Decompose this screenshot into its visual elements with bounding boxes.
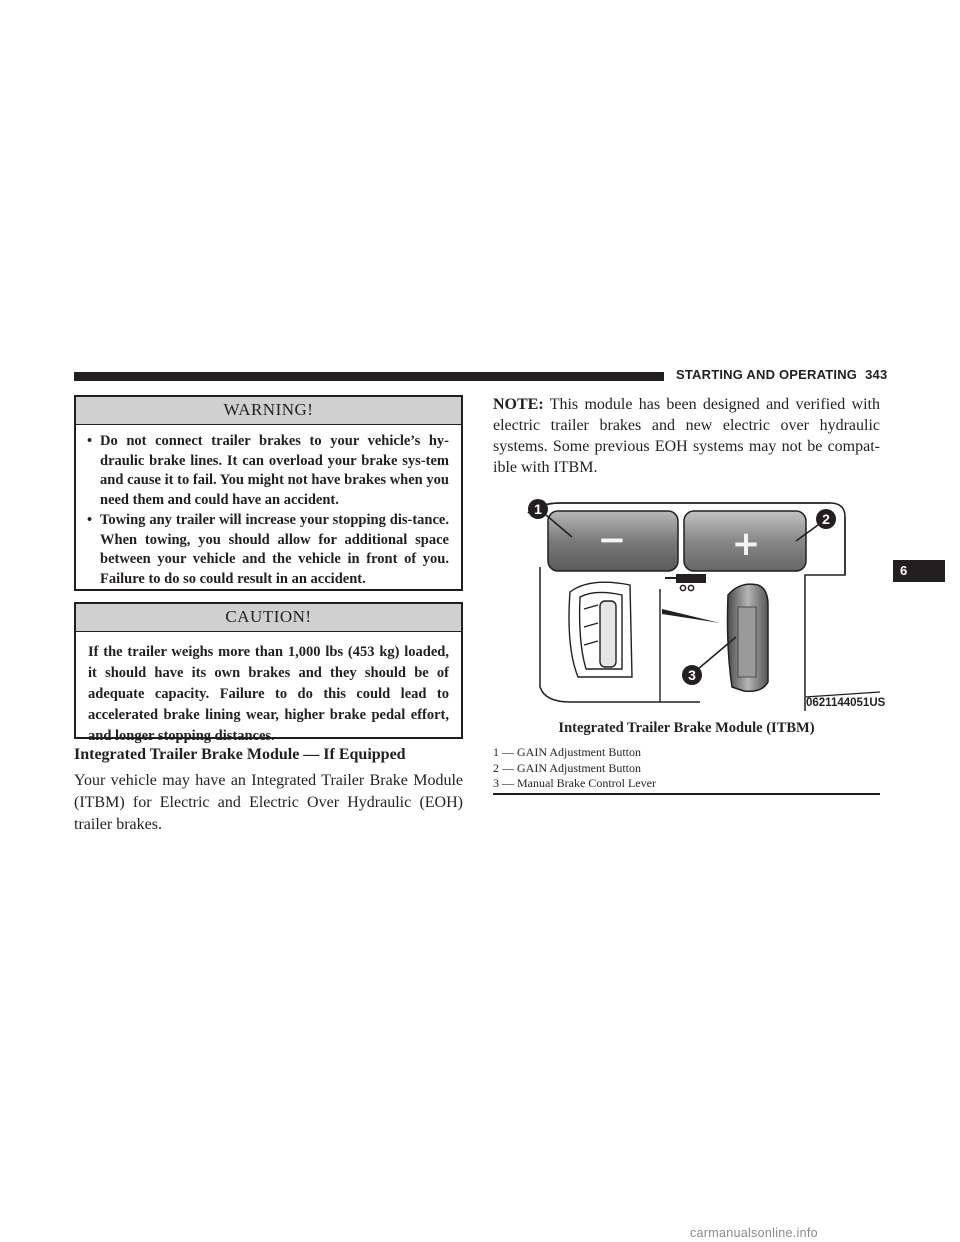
intensity-wedge-icon (662, 609, 720, 623)
caution-title: CAUTION! (76, 604, 461, 632)
warning-box (74, 395, 463, 591)
note-paragraph (493, 394, 880, 478)
caution-box (74, 602, 463, 744)
callout-2 (816, 509, 836, 529)
callout-1 (528, 499, 548, 519)
svg-text:2: 2 (822, 511, 830, 527)
svg-text:+: + (731, 524, 761, 564)
watermark-link[interactable]: carmanualsonline.info (690, 1226, 818, 1240)
running-header (676, 367, 887, 382)
legend-divider (493, 793, 880, 795)
legend-item: 1 — GAIN Adjustment Button (493, 745, 642, 759)
chapter-tab: 6 (893, 560, 945, 582)
minus-gain-button (548, 511, 678, 571)
page-number: 343 (865, 367, 888, 382)
bullet-icon: • (87, 433, 93, 449)
figure-caption: Integrated Trailer Brake Module (ITBM) (558, 720, 815, 736)
trailer-icon (665, 574, 706, 591)
legend-item: 3 — Manual Brake Control Lever (493, 776, 656, 790)
warning-item: • Do not connect trailer brakes to your vehicle’s hy-draulic brake lines. It can overload your brake sys-tem and cause it to fail. You might not have brakes when you need them and could have an accident. (87, 433, 449, 508)
svg-text:3: 3 (688, 667, 696, 683)
section-body: Your vehicle may have an Integrated Trailer Brake Module (ITBM) for Electric and Electric Over Hydraulic (EOH) trailer brakes. (74, 772, 463, 833)
air-vent (569, 582, 660, 702)
warning-title: WARNING! (76, 397, 461, 425)
warning-item: • Towing any trailer will increase your stopping dis-tance. When towing, you should allow for additional space between your vehicle and the vehicle in front of you. Failure to do so could result in an accident. (87, 512, 449, 587)
note-label: NOTE: (493, 396, 544, 413)
figure-legend (493, 745, 880, 792)
manual-brake-lever (728, 584, 769, 691)
legend-item: 2 — GAIN Adjustment Button (493, 760, 642, 775)
svg-text:1: 1 (534, 501, 542, 517)
warning-list (76, 425, 461, 589)
bullet-icon: • (87, 512, 93, 528)
section-title: STARTING AND OPERATING (676, 367, 858, 382)
header-rule (74, 372, 664, 381)
figure-code: 0621144051US (806, 697, 886, 709)
itbm-illustration (500, 497, 880, 711)
note-text: This module has been designed and verified with electric trailer brakes and new electric over hydraulic systems. Some previous EOH systems may not be compat-ible with ITBM. (493, 396, 880, 476)
section-heading: Integrated Trailer Brake Module — If Equipped (74, 746, 406, 763)
caution-text: If the trailer weighs more than 1,000 lbs (453 kg) loaded, it should have its own brakes and they should be of adequate capacity. Failure to do this could lead to accelerated brake lining wear, higher brake pedal effort, and longer stopping distances. (88, 644, 449, 744)
plus-gain-button (684, 511, 806, 571)
callout-3 (682, 665, 702, 685)
svg-text:−: − (597, 520, 627, 560)
